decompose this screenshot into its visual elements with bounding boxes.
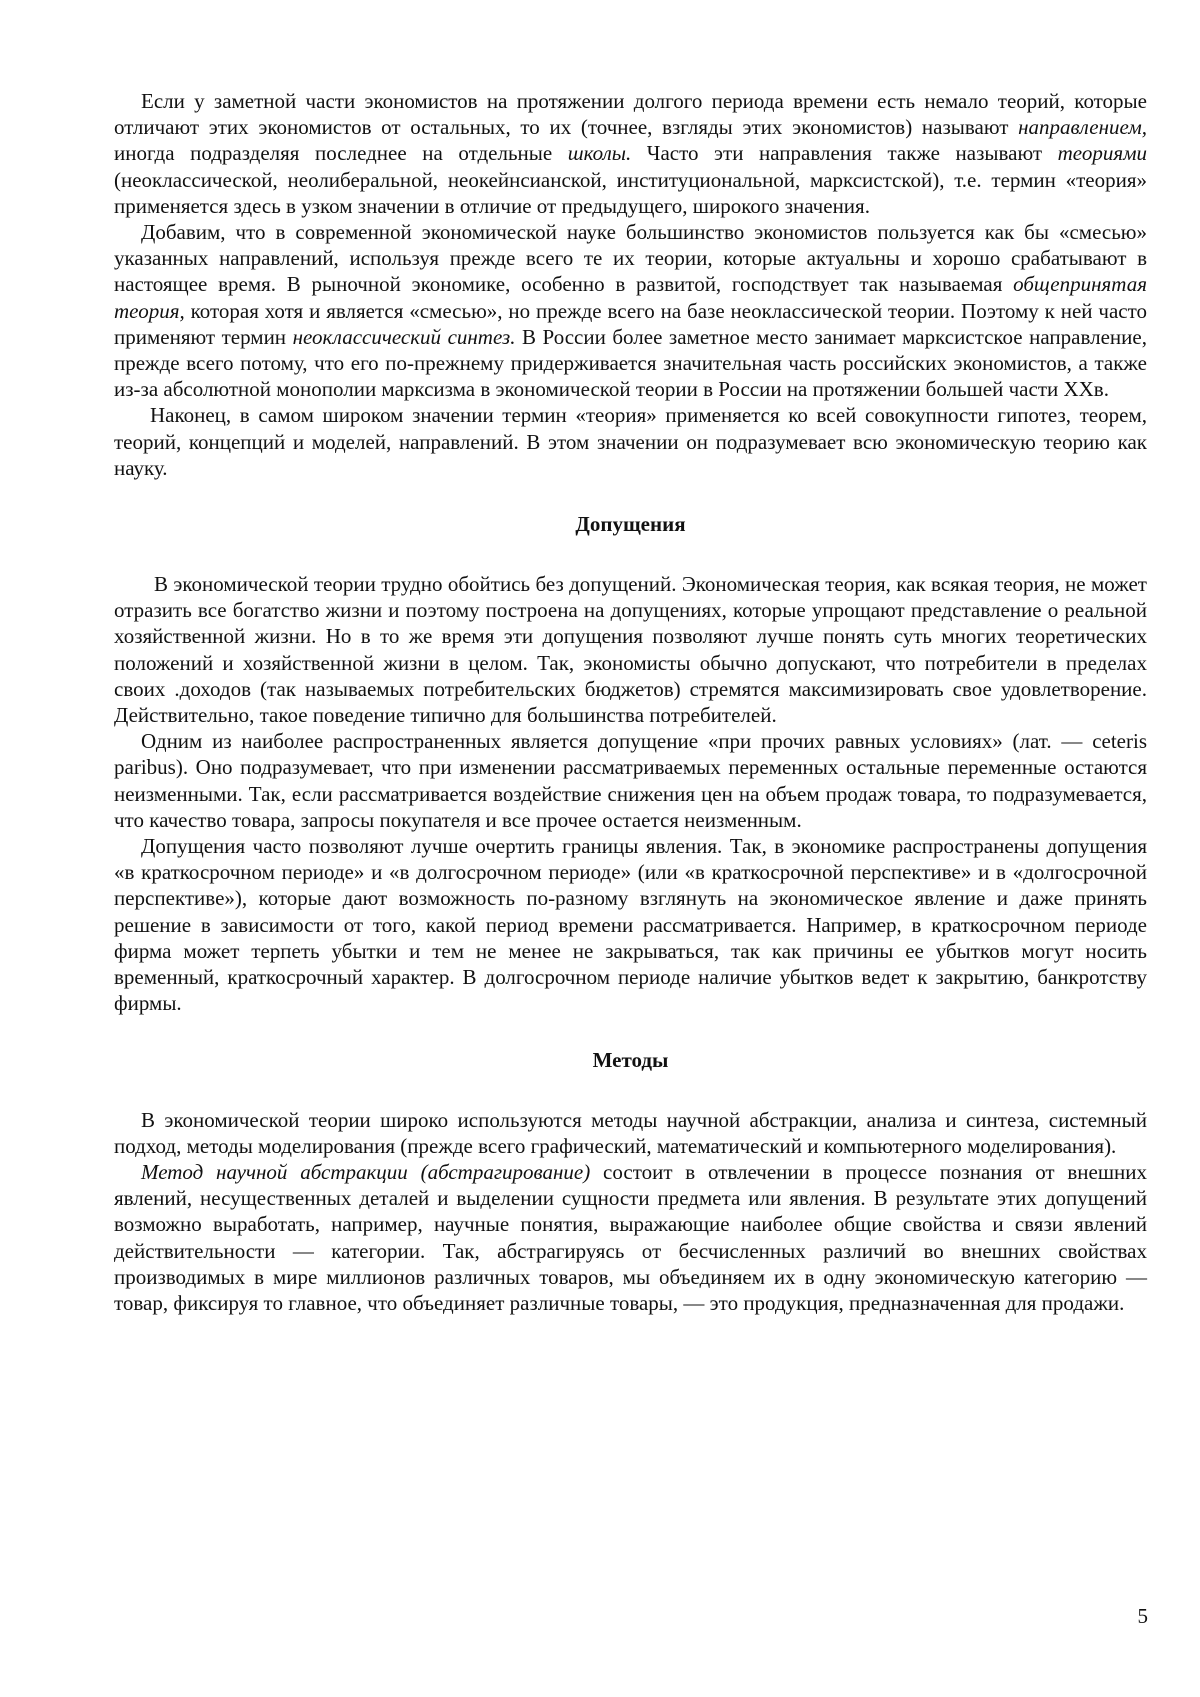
- section-heading-assumptions: Допущения: [575, 512, 686, 537]
- paragraph-methods-intro: В экономической теории широко используются методы научной абстракции, анализа и синтеза, системный подход, методы моделирования (прежде всего графический, математический и компьютерного моделирования).: [114, 1107, 1147, 1158]
- italic-term: общепринятая теория,: [114, 272, 1147, 323]
- paragraph-mixture: [114, 219, 1147, 402]
- paragraph-text: иногда подразделяя последнее на отдельные: [114, 141, 568, 166]
- document-page: [114, 88, 1147, 1316]
- paragraph-text: В России более заметное место занимает марксистское направление, прежде всего потому, что его по-прежнему придерживается значительная часть российских экономистов, а также из-за абсолютной монополии марксизма в экономической теории в России на протяжении большей части ХХв.: [114, 324, 1147, 402]
- paragraph-text: состоит в отвлечении в процессе познания от внешних явлений, несущественных деталей и выделении сущности предмета или явления. В результате этих допущений возможно выработать, например, научные понятия, выражающие наиболее общие свойства и связи явлений действительности — категории. Так, абстрагируясь от бесчисленных различий во внешних свойствах производимых в мире миллионов различных товаров, мы объединяем их в одну экономическую категорию — товар, фиксируя то главное, что объединяет различные товары, — это продукция, предназначенная для продажи.: [114, 1159, 1148, 1315]
- section-heading-methods: Методы: [592, 1047, 669, 1072]
- italic-term: Метод научной абстракции (абстрагирование): [141, 1159, 591, 1184]
- italic-term: теориями: [1057, 141, 1147, 166]
- page-number: 5: [1137, 1604, 1148, 1628]
- paragraph-broad-meaning: Наконец, в самом широком значении термин «теория» применяется ко всей совокупности гипотез, теорем, теорий, концепций и моделей, направлений. В этом значении он подразумевает всю экономическую теорию как науку.: [114, 403, 1147, 480]
- italic-term: школы.: [567, 141, 632, 166]
- paragraph-text: Если у заметной части экономистов на протяжении долгого периода времени есть немало теорий, которые отличают этих экономистов от остальных, то их (точнее, взгляды этих экономистов) называют: [114, 89, 1147, 140]
- paragraph-short-long-run: Допущения часто позволяют лучше очертить границы явления. Так, в экономике распространены допущения «в краткосрочном периоде» и «в долгосрочном периоде» (или «в краткосрочной перспективе» и в «долгосрочной перспективе»), которые дают возможность по-разному взглянуть на экономическое явление и даже принять решение в зависимости от того, какой период времени рассматривается. Например, в краткосрочном периоде фирма может терпеть убытки и тем не менее не закрываться, так как причины ее убытков могут носить временный, краткосрочный характер. В долгосрочном периоде наличие убытков ведет к закрытию, банкротству фирмы.: [114, 834, 1147, 1016]
- paragraph-abstraction: [114, 1159, 1147, 1316]
- italic-term: неоклассический синтез.: [292, 324, 516, 349]
- paragraph-text: (неоклассической, неолиберальной, неокейнсианской, институциональной, марксистской), т.е. термин «теория» применяется здесь в узком значении в отличие от предыдущего, широкого значения.: [114, 167, 1147, 218]
- italic-term: направлением,: [1018, 115, 1147, 140]
- paragraph-text: Часто эти направления также называют: [631, 141, 1058, 166]
- paragraph-text: Добавим, что в современной экономической науке большинство экономистов пользуется как бы «смесью» указанных направлений, используя прежде всего те их теории, которые актуальны и хорошо срабатывают в настоящее время. В рыночной экономике, особенно в развитой, господствует так называемая: [114, 220, 1147, 297]
- paragraph-text: которая хотя и является «смесью», но прежде всего на базе неоклассической теории. Поэтому к ней часто применяют термин: [114, 298, 1147, 349]
- paragraph-assumptions-intro: В экономической теории трудно обойтись без допущений. Экономическая теория, как всякая теория, не может отразить все богатство жизни и поэтому построена на допущениях, которые упрощают представление о реальной хозяйственной жизни. Но в то же время эти допущения позволяют лучше понять суть многих теоретических положений и хозяйственной жизни в целом. Так, экономисты обычно допускают, что потребители в пределах своих .доходов (так называемых потребительских бюджетов) стремятся максимизировать свое удовлетворение. Действительно, такое поведение типично для большинства потребителей.: [114, 572, 1147, 728]
- paragraph-ceteris-paribus: Одним из наиболее распространенных является допущение «при прочих равных условиях» (лат. — ceteris paribus). Оно подразумевает, что при изменении рассматриваемых переменных остальные переменные остаются неизменными. Так, если рассматривается воздействие снижения цен на объем продаж товара, то подразумевается, что качество товара, запросы покупателя и все прочее остается неизменным.: [114, 729, 1147, 832]
- paragraph-directions: [114, 88, 1147, 219]
